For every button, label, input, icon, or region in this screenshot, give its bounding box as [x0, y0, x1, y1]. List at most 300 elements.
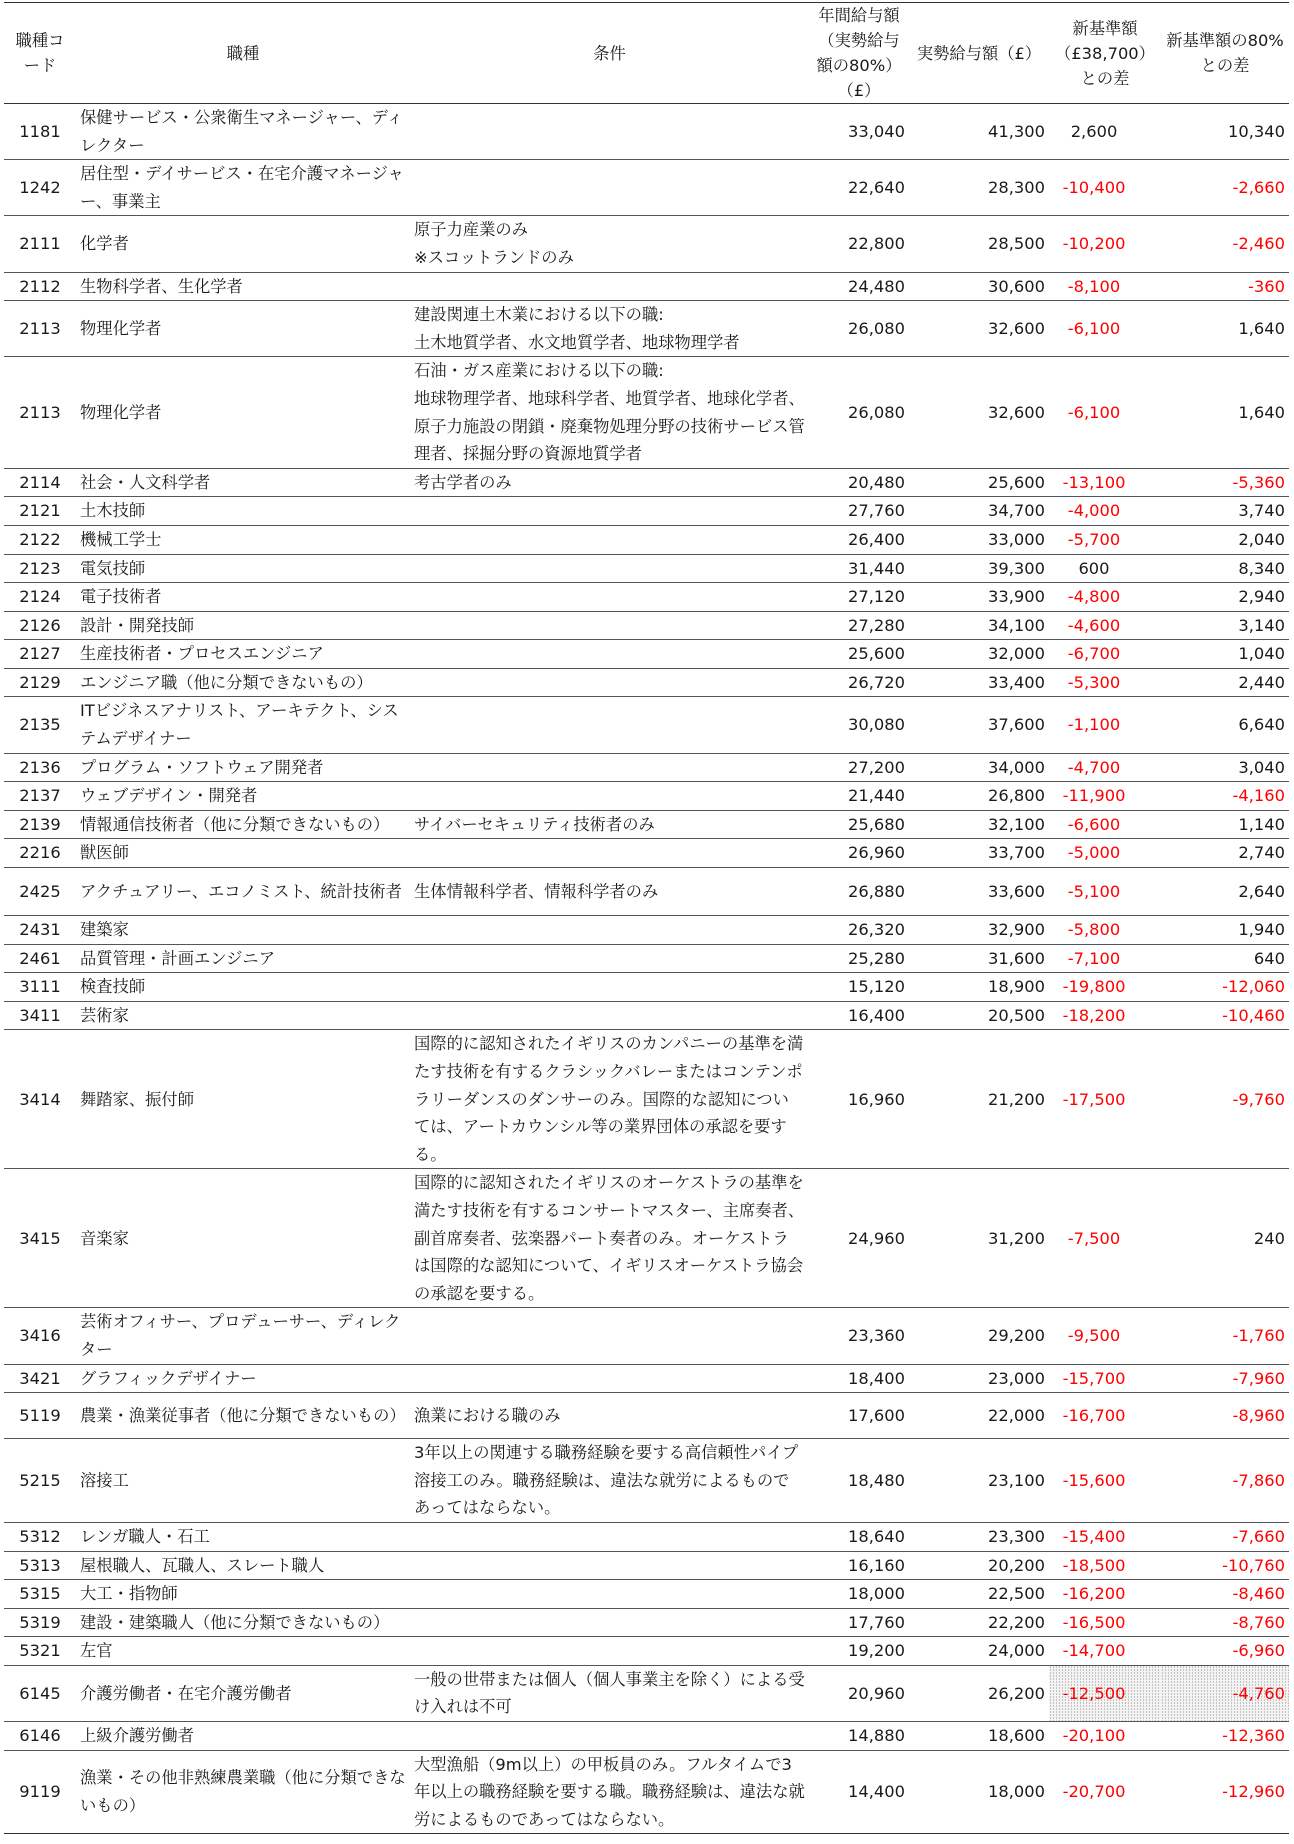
table-row	[4, 1393, 1289, 1439]
table-row	[4, 1030, 1289, 1169]
table-row	[4, 160, 1289, 216]
diff-80-percent-cell: -360	[1161, 272, 1289, 301]
annual-salary-cell: 14,400	[809, 1750, 909, 1834]
diff-80-percent-cell: -10,760	[1161, 1551, 1289, 1580]
diff-80-percent-cell: 2,740	[1161, 839, 1289, 868]
diff-80-percent-cell: 640	[1161, 944, 1289, 973]
actual-salary-cell: 23,300	[909, 1522, 1049, 1551]
diff-new-threshold-cell: -4,600	[1049, 611, 1161, 640]
table-row	[4, 583, 1289, 612]
table-row	[4, 868, 1289, 916]
diff-new-threshold-cell: -5,300	[1049, 668, 1161, 697]
table-row	[4, 640, 1289, 669]
diff-new-threshold-cell: -9,500	[1049, 1308, 1161, 1364]
diff-new-threshold-cell: -4,000	[1049, 497, 1161, 526]
diff-80-percent-cell: -8,960	[1161, 1393, 1289, 1439]
actual-salary-cell: 22,200	[909, 1608, 1049, 1637]
code-cell: 2461	[4, 944, 76, 973]
table-row	[4, 216, 1289, 272]
condition-cell: 考古学者のみ	[410, 468, 809, 497]
code-cell: 2122	[4, 525, 76, 554]
actual-salary-cell: 30,600	[909, 272, 1049, 301]
diff-80-percent-cell: 2,940	[1161, 583, 1289, 612]
diff-80-percent-cell: -12,360	[1161, 1722, 1289, 1751]
annual-salary-cell: 16,400	[809, 1001, 909, 1030]
code-cell: 3421	[4, 1364, 76, 1393]
diff-new-threshold-cell: -7,500	[1049, 1169, 1161, 1308]
actual-salary-cell: 34,700	[909, 497, 1049, 526]
condition-cell	[410, 1580, 809, 1609]
diff-new-threshold-cell: -16,500	[1049, 1608, 1161, 1637]
job-cell: 溶接工	[76, 1439, 410, 1523]
code-cell: 2113	[4, 357, 76, 468]
condition-cell	[410, 1551, 809, 1580]
annual-salary-cell: 26,320	[809, 916, 909, 945]
annual-salary-cell: 26,880	[809, 868, 909, 916]
condition-cell	[410, 583, 809, 612]
job-cell: 農業・漁業従事者（他に分類できないもの）	[76, 1393, 410, 1439]
condition-cell	[410, 272, 809, 301]
diff-new-threshold-cell: -6,100	[1049, 357, 1161, 468]
condition-cell	[410, 973, 809, 1002]
annual-salary-cell: 26,080	[809, 301, 909, 357]
condition-cell	[410, 104, 809, 160]
actual-salary-cell: 32,100	[909, 810, 1049, 839]
diff-new-threshold-cell: -20,100	[1049, 1722, 1161, 1751]
condition-cell: 国際的に認知されたイギリスのカンパニーの基準を満たす技術を有するクラシックバレーまたはコンテンポラリーダンスのダンサーのみ。国際的な認知については、アートカウンシル等の業界団体の承認を要する。	[410, 1030, 809, 1169]
diff-80-percent-cell: -9,760	[1161, 1030, 1289, 1169]
condition-cell	[410, 497, 809, 526]
actual-salary-cell: 20,200	[909, 1551, 1049, 1580]
code-cell: 2127	[4, 640, 76, 669]
condition-cell	[410, 525, 809, 554]
diff-80-percent-cell: 3,140	[1161, 611, 1289, 640]
diff-new-threshold-cell: -6,100	[1049, 301, 1161, 357]
actual-salary-cell: 29,200	[909, 1308, 1049, 1364]
annual-salary-cell: 18,640	[809, 1522, 909, 1551]
diff-80-percent-cell: 3,740	[1161, 497, 1289, 526]
actual-salary-cell: 22,500	[909, 1580, 1049, 1609]
annual-salary-cell: 25,680	[809, 810, 909, 839]
code-cell: 5215	[4, 1439, 76, 1523]
actual-salary-cell: 33,000	[909, 525, 1049, 554]
diff-new-threshold-cell: -8,100	[1049, 272, 1161, 301]
annual-salary-cell: 16,960	[809, 1030, 909, 1169]
header-row	[4, 3, 1289, 104]
diff-80-percent-cell: -1,760	[1161, 1308, 1289, 1364]
diff-80-percent-cell: -4,760	[1161, 1665, 1289, 1721]
actual-salary-cell: 18,000	[909, 1750, 1049, 1834]
diff-80-percent-cell: -2,460	[1161, 216, 1289, 272]
job-cell: 建築家	[76, 916, 410, 945]
condition-cell: 原子力産業のみ ※スコットランドのみ	[410, 216, 809, 272]
diff-new-threshold-cell: -4,800	[1049, 583, 1161, 612]
diff-new-threshold-cell: -12,500	[1049, 1665, 1161, 1721]
job-cell: プログラム・ソフトウェア開発者	[76, 753, 410, 782]
job-cell: 舞踏家、振付師	[76, 1030, 410, 1169]
annual-salary-cell: 24,960	[809, 1169, 909, 1308]
condition-cell: 国際的に認知されたイギリスのオーケストラの基準を満たす技術を有するコンサートマスター、主席奏者、副首席奏者、弦楽器パート奏者のみ。オーケストラは国際的な認知について、イギリスオーケストラ協会の承認を要する。	[410, 1169, 809, 1308]
code-cell: 2216	[4, 839, 76, 868]
table-row	[4, 1439, 1289, 1523]
diff-80-percent-cell: -7,660	[1161, 1522, 1289, 1551]
job-cell: 左官	[76, 1637, 410, 1666]
annual-salary-cell: 27,760	[809, 497, 909, 526]
annual-salary-cell: 17,600	[809, 1393, 909, 1439]
actual-salary-cell: 28,300	[909, 160, 1049, 216]
table-row	[4, 1551, 1289, 1580]
diff-new-threshold-cell: -16,200	[1049, 1580, 1161, 1609]
table-row	[4, 1169, 1289, 1308]
code-cell: 1181	[4, 104, 76, 160]
job-cell: ITビジネスアナリスト、アーキテクト、システムデザイナー	[76, 697, 410, 753]
job-cell: 芸術オフィサー、プロデューサー、ディレクター	[76, 1308, 410, 1364]
annual-salary-cell: 18,480	[809, 1439, 909, 1523]
job-cell: 芸術家	[76, 1001, 410, 1030]
code-cell: 2112	[4, 272, 76, 301]
table-row	[4, 916, 1289, 945]
diff-new-threshold-cell: 2,600	[1049, 104, 1161, 160]
table-row	[4, 973, 1289, 1002]
condition-cell	[410, 839, 809, 868]
header-annual-salary: 年間給与額（実勢給与額の80%）（£）	[809, 3, 909, 104]
job-cell: 社会・人文科学者	[76, 468, 410, 497]
annual-salary-cell: 16,160	[809, 1551, 909, 1580]
diff-80-percent-cell: -4,160	[1161, 782, 1289, 811]
actual-salary-cell: 18,600	[909, 1722, 1049, 1751]
actual-salary-cell: 24,000	[909, 1637, 1049, 1666]
job-cell: レンガ職人・石工	[76, 1522, 410, 1551]
diff-new-threshold-cell: -14,700	[1049, 1637, 1161, 1666]
annual-salary-cell: 20,960	[809, 1665, 909, 1721]
job-cell: 物理化学者	[76, 357, 410, 468]
condition-cell	[410, 1608, 809, 1637]
table-row	[4, 839, 1289, 868]
condition-cell	[410, 1308, 809, 1364]
job-cell: 生産技術者・プロセスエンジニア	[76, 640, 410, 669]
code-cell: 3416	[4, 1308, 76, 1364]
code-cell: 9119	[4, 1750, 76, 1834]
diff-80-percent-cell: -12,960	[1161, 1750, 1289, 1834]
actual-salary-cell: 26,800	[909, 782, 1049, 811]
code-cell: 2111	[4, 216, 76, 272]
code-cell: 5313	[4, 1551, 76, 1580]
diff-80-percent-cell: 1,640	[1161, 301, 1289, 357]
job-cell: 設計・開発技師	[76, 611, 410, 640]
actual-salary-cell: 25,600	[909, 468, 1049, 497]
table-row	[4, 1637, 1289, 1666]
table-row	[4, 1665, 1289, 1721]
annual-salary-cell: 27,200	[809, 753, 909, 782]
actual-salary-cell: 34,000	[909, 753, 1049, 782]
job-cell: 音楽家	[76, 1169, 410, 1308]
condition-cell	[410, 640, 809, 669]
annual-salary-cell: 26,720	[809, 668, 909, 697]
annual-salary-cell: 22,800	[809, 216, 909, 272]
diff-new-threshold-cell: -15,700	[1049, 1364, 1161, 1393]
header-job: 職種	[76, 3, 410, 104]
condition-cell	[410, 944, 809, 973]
diff-new-threshold-cell: -5,800	[1049, 916, 1161, 945]
annual-salary-cell: 26,960	[809, 839, 909, 868]
diff-new-threshold-cell: -10,200	[1049, 216, 1161, 272]
diff-80-percent-cell: -2,660	[1161, 160, 1289, 216]
table-row	[4, 468, 1289, 497]
diff-80-percent-cell: 8,340	[1161, 554, 1289, 583]
condition-cell: 3年以上の関連する職務経験を要する高信頼性パイプ溶接工のみ。職務経験は、違法な就労によるものであってはならない。	[410, 1439, 809, 1523]
code-cell: 2124	[4, 583, 76, 612]
actual-salary-cell: 28,500	[909, 216, 1049, 272]
annual-salary-cell: 17,760	[809, 1608, 909, 1637]
job-cell: グラフィックデザイナー	[76, 1364, 410, 1393]
annual-salary-cell: 22,640	[809, 160, 909, 216]
diff-80-percent-cell: -8,760	[1161, 1608, 1289, 1637]
condition-cell: 大型漁船（9m以上）の甲板員のみ。フルタイムで3年以上の職務経験を要する職。職務経験は、違法な就労によるものであってはならない。	[410, 1750, 809, 1834]
actual-salary-cell: 33,600	[909, 868, 1049, 916]
diff-80-percent-cell: -8,460	[1161, 1580, 1289, 1609]
annual-salary-cell: 26,400	[809, 525, 909, 554]
job-cell: 品質管理・計画エンジニア	[76, 944, 410, 973]
annual-salary-cell: 33,040	[809, 104, 909, 160]
table-body	[4, 104, 1289, 1834]
table-row	[4, 357, 1289, 468]
header-diff-80-percent: 新基準額の80%との差	[1161, 3, 1289, 104]
table-row	[4, 1580, 1289, 1609]
actual-salary-cell: 18,900	[909, 973, 1049, 1002]
table-row	[4, 1750, 1289, 1834]
condition-cell: 漁業における職のみ	[410, 1393, 809, 1439]
code-cell: 2113	[4, 301, 76, 357]
diff-new-threshold-cell: -4,700	[1049, 753, 1161, 782]
condition-cell	[410, 554, 809, 583]
diff-new-threshold-cell: -6,600	[1049, 810, 1161, 839]
code-cell: 2135	[4, 697, 76, 753]
actual-salary-cell: 26,200	[909, 1665, 1049, 1721]
table-row	[4, 697, 1289, 753]
diff-80-percent-cell: -7,960	[1161, 1364, 1289, 1393]
code-cell: 5321	[4, 1637, 76, 1666]
diff-80-percent-cell: 240	[1161, 1169, 1289, 1308]
code-cell: 6145	[4, 1665, 76, 1721]
condition-cell: 一般の世帯または個人（個人事業主を除く）による受け入れは不可	[410, 1665, 809, 1721]
table-row	[4, 272, 1289, 301]
job-cell: 獣医師	[76, 839, 410, 868]
annual-salary-cell: 21,440	[809, 782, 909, 811]
actual-salary-cell: 32,600	[909, 301, 1049, 357]
job-cell: アクチュアリー、エコノミスト、統計技術者	[76, 868, 410, 916]
actual-salary-cell: 41,300	[909, 104, 1049, 160]
condition-cell	[410, 753, 809, 782]
diff-new-threshold-cell: -5,100	[1049, 868, 1161, 916]
actual-salary-cell: 32,900	[909, 916, 1049, 945]
code-cell: 5319	[4, 1608, 76, 1637]
diff-new-threshold-cell: -7,100	[1049, 944, 1161, 973]
code-cell: 5312	[4, 1522, 76, 1551]
actual-salary-cell: 23,000	[909, 1364, 1049, 1393]
job-cell: 生物科学者、生化学者	[76, 272, 410, 301]
condition-cell: 生体情報科学者、情報科学者のみ	[410, 868, 809, 916]
diff-new-threshold-cell: -5,700	[1049, 525, 1161, 554]
diff-new-threshold-cell: -18,200	[1049, 1001, 1161, 1030]
annual-salary-cell: 20,480	[809, 468, 909, 497]
condition-cell	[410, 697, 809, 753]
table-row	[4, 753, 1289, 782]
actual-salary-cell: 23,100	[909, 1439, 1049, 1523]
code-cell: 6146	[4, 1722, 76, 1751]
code-cell: 1242	[4, 160, 76, 216]
code-cell: 2425	[4, 868, 76, 916]
table-row	[4, 668, 1289, 697]
annual-salary-cell: 26,080	[809, 357, 909, 468]
code-cell: 5119	[4, 1393, 76, 1439]
job-cell: 電子技術者	[76, 583, 410, 612]
diff-new-threshold-cell: -17,500	[1049, 1030, 1161, 1169]
annual-salary-cell: 25,280	[809, 944, 909, 973]
condition-cell	[410, 1001, 809, 1030]
actual-salary-cell: 31,600	[909, 944, 1049, 973]
condition-cell	[410, 1722, 809, 1751]
code-cell: 2121	[4, 497, 76, 526]
diff-new-threshold-cell: -18,500	[1049, 1551, 1161, 1580]
condition-cell	[410, 611, 809, 640]
diff-new-threshold-cell: 600	[1049, 554, 1161, 583]
job-cell: 土木技師	[76, 497, 410, 526]
diff-80-percent-cell: 2,640	[1161, 868, 1289, 916]
header-condition: 条件	[410, 3, 809, 104]
annual-salary-cell: 18,400	[809, 1364, 909, 1393]
actual-salary-cell: 21,200	[909, 1030, 1049, 1169]
diff-new-threshold-cell: -19,800	[1049, 973, 1161, 1002]
code-cell: 2123	[4, 554, 76, 583]
table-row	[4, 1308, 1289, 1364]
code-cell: 3411	[4, 1001, 76, 1030]
condition-cell	[410, 1637, 809, 1666]
job-cell: 介護労働者・在宅介護労働者	[76, 1665, 410, 1721]
table-row	[4, 1522, 1289, 1551]
diff-new-threshold-cell: -10,400	[1049, 160, 1161, 216]
code-cell: 2129	[4, 668, 76, 697]
job-cell: 検査技師	[76, 973, 410, 1002]
actual-salary-cell: 39,300	[909, 554, 1049, 583]
occupation-salary-table	[4, 2, 1289, 1834]
job-cell: 屋根職人、瓦職人、スレート職人	[76, 1551, 410, 1580]
condition-cell	[410, 916, 809, 945]
job-cell: 機械工学士	[76, 525, 410, 554]
condition-cell	[410, 160, 809, 216]
annual-salary-cell: 23,360	[809, 1308, 909, 1364]
diff-80-percent-cell: 2,440	[1161, 668, 1289, 697]
diff-80-percent-cell: 6,640	[1161, 697, 1289, 753]
actual-salary-cell: 20,500	[909, 1001, 1049, 1030]
code-cell: 2114	[4, 468, 76, 497]
job-cell: 建設・建築職人（他に分類できないもの）	[76, 1608, 410, 1637]
condition-cell: サイバーセキュリティ技術者のみ	[410, 810, 809, 839]
diff-80-percent-cell: -5,360	[1161, 468, 1289, 497]
diff-new-threshold-cell: -15,600	[1049, 1439, 1161, 1523]
job-cell: 保健サービス・公衆衛生マネージャー、ディレクター	[76, 104, 410, 160]
table-row	[4, 104, 1289, 160]
diff-new-threshold-cell: -11,900	[1049, 782, 1161, 811]
diff-new-threshold-cell: -6,700	[1049, 640, 1161, 669]
condition-cell	[410, 1522, 809, 1551]
job-cell: 物理化学者	[76, 301, 410, 357]
diff-new-threshold-cell: -1,100	[1049, 697, 1161, 753]
job-cell: ウェブデザイン・開発者	[76, 782, 410, 811]
actual-salary-cell: 22,000	[909, 1393, 1049, 1439]
code-cell: 5315	[4, 1580, 76, 1609]
diff-80-percent-cell: -10,460	[1161, 1001, 1289, 1030]
table-row	[4, 611, 1289, 640]
table-row	[4, 1722, 1289, 1751]
actual-salary-cell: 37,600	[909, 697, 1049, 753]
condition-cell	[410, 1364, 809, 1393]
diff-80-percent-cell: -12,060	[1161, 973, 1289, 1002]
annual-salary-cell: 24,480	[809, 272, 909, 301]
actual-salary-cell: 33,900	[909, 583, 1049, 612]
header-diff-new-threshold: 新基準額（£38,700）との差	[1049, 3, 1161, 104]
table-row	[4, 301, 1289, 357]
actual-salary-cell: 31,200	[909, 1169, 1049, 1308]
annual-salary-cell: 15,120	[809, 973, 909, 1002]
actual-salary-cell: 33,700	[909, 839, 1049, 868]
annual-salary-cell: 18,000	[809, 1580, 909, 1609]
diff-80-percent-cell: 3,040	[1161, 753, 1289, 782]
annual-salary-cell: 27,120	[809, 583, 909, 612]
table-row	[4, 554, 1289, 583]
job-cell: 居住型・デイサービス・在宅介護マネージャー、事業主	[76, 160, 410, 216]
diff-80-percent-cell: 1,940	[1161, 916, 1289, 945]
diff-new-threshold-cell: -20,700	[1049, 1750, 1161, 1834]
table-row	[4, 1364, 1289, 1393]
diff-new-threshold-cell: -16,700	[1049, 1393, 1161, 1439]
table-row	[4, 497, 1289, 526]
annual-salary-cell: 14,880	[809, 1722, 909, 1751]
job-cell: 大工・指物師	[76, 1580, 410, 1609]
condition-cell: 石油・ガス産業における以下の職: 地球物理学者、地球科学者、地質学者、地球化学者、原子力施設の閉鎖・廃棄物処理分野の技術サービス管理者、採掘分野の資源地質学者	[410, 357, 809, 468]
job-cell: 情報通信技術者（他に分類できないもの）	[76, 810, 410, 839]
actual-salary-cell: 32,000	[909, 640, 1049, 669]
actual-salary-cell: 34,100	[909, 611, 1049, 640]
code-cell: 2126	[4, 611, 76, 640]
diff-80-percent-cell: 1,140	[1161, 810, 1289, 839]
diff-new-threshold-cell: -15,400	[1049, 1522, 1161, 1551]
header-code: 職種コード	[4, 3, 76, 104]
condition-cell	[410, 668, 809, 697]
code-cell: 3111	[4, 973, 76, 1002]
condition-cell: 建設関連土木業における以下の職: 土木地質学者、水文地質学者、地球物理学者	[410, 301, 809, 357]
job-cell: 上級介護労働者	[76, 1722, 410, 1751]
code-cell: 2431	[4, 916, 76, 945]
job-cell: 電気技師	[76, 554, 410, 583]
actual-salary-cell: 33,400	[909, 668, 1049, 697]
diff-80-percent-cell: 2,040	[1161, 525, 1289, 554]
diff-80-percent-cell: 1,040	[1161, 640, 1289, 669]
table-row	[4, 1608, 1289, 1637]
diff-80-percent-cell: -6,960	[1161, 1637, 1289, 1666]
table-row	[4, 1001, 1289, 1030]
code-cell: 3414	[4, 1030, 76, 1169]
annual-salary-cell: 30,080	[809, 697, 909, 753]
header-actual-salary: 実勢給与額（£）	[909, 3, 1049, 104]
code-cell: 3415	[4, 1169, 76, 1308]
annual-salary-cell: 27,280	[809, 611, 909, 640]
actual-salary-cell: 32,600	[909, 357, 1049, 468]
job-cell: 化学者	[76, 216, 410, 272]
diff-80-percent-cell: 10,340	[1161, 104, 1289, 160]
code-cell: 2136	[4, 753, 76, 782]
code-cell: 2137	[4, 782, 76, 811]
diff-new-threshold-cell: -13,100	[1049, 468, 1161, 497]
